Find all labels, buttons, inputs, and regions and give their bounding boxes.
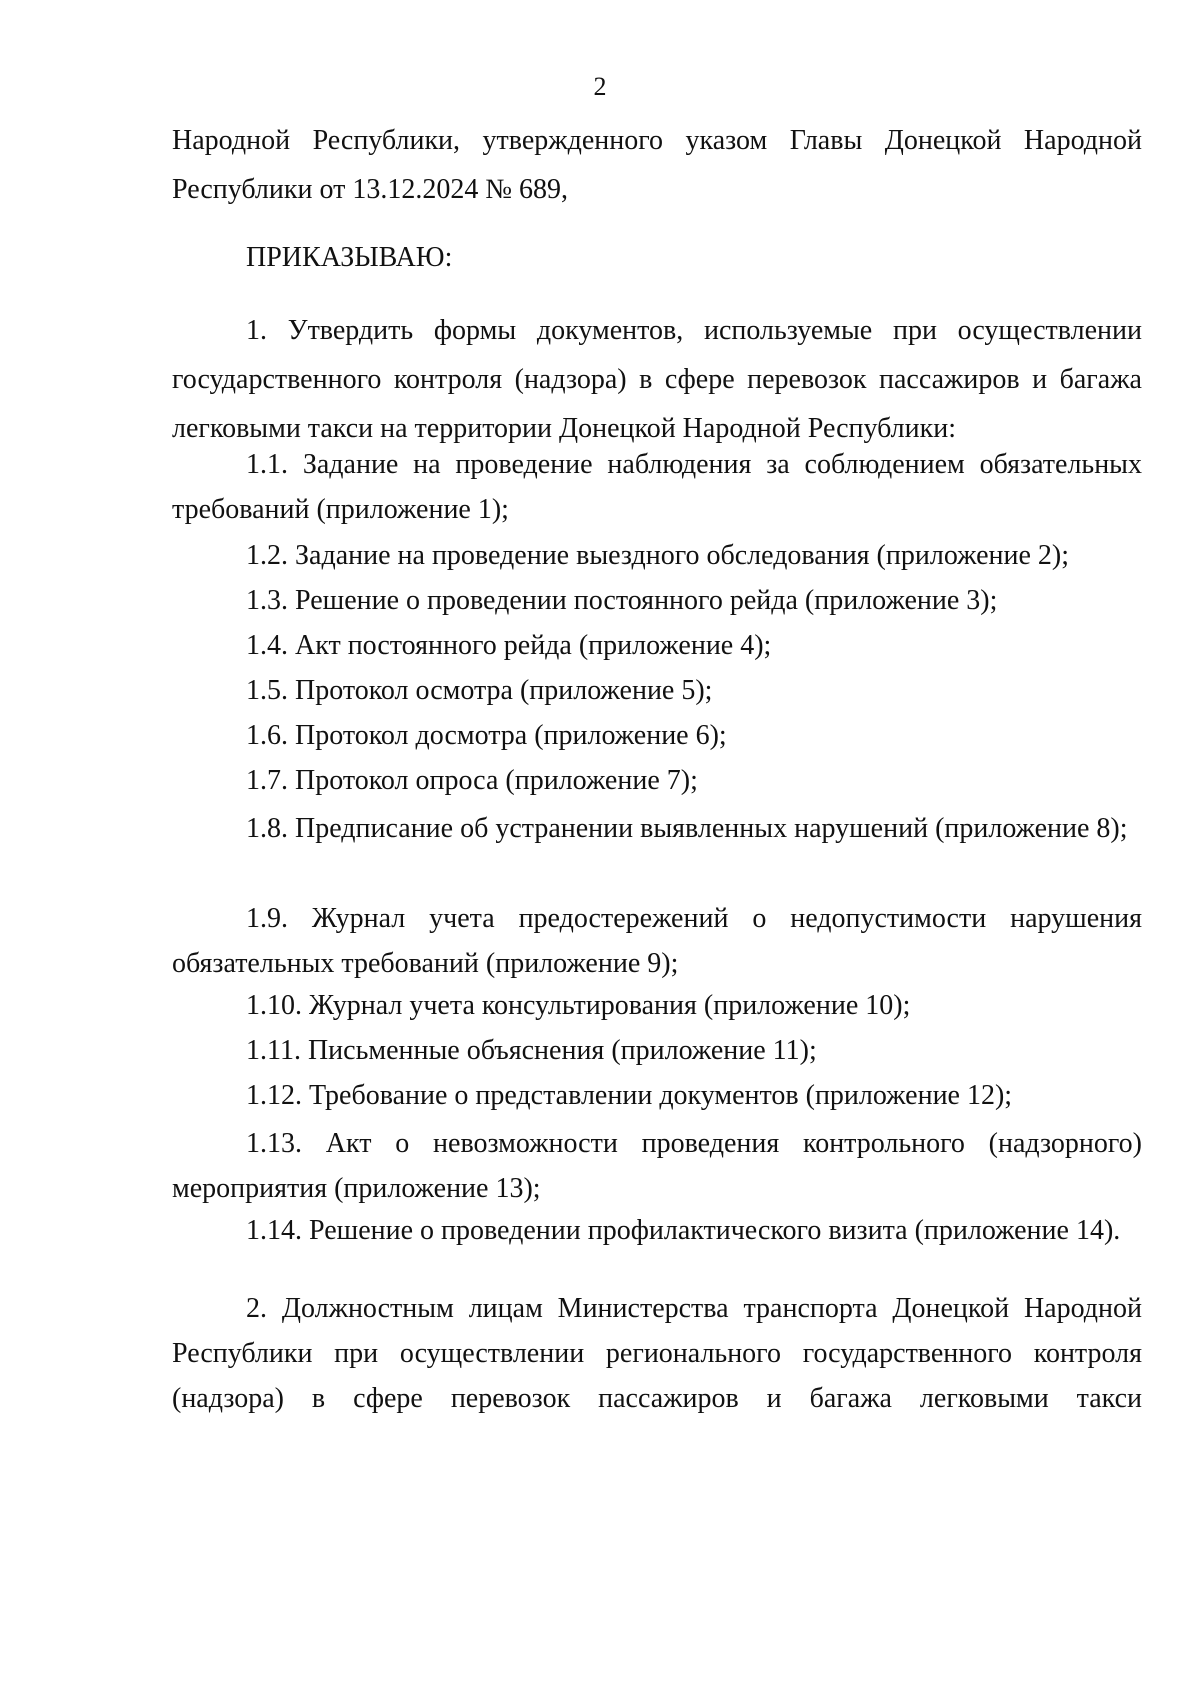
sub-item-1-12: 1.12. Требование о представлении документов (приложение 12); xyxy=(246,1080,1013,1111)
sub-item-1-14: 1.14. Решение о проведении профилактического визита (приложение 14). xyxy=(246,1215,1121,1246)
sub-item-1-9: 1.9. Журнал учета предостережений о недопустимости нарушения обязательных требований (приложение 9); xyxy=(172,903,1142,979)
item-1-paragraph: 1. Утвердить формы документов, используемые при осуществлении государственного контроля (надзора) в сфере перевозок пассажиров и багажа легковыми такси на территории Донецкой Народной Республики: xyxy=(172,315,1142,444)
sub-item-1-3: 1.3. Решение о проведении постоянного рейда (приложение 3); xyxy=(246,585,998,616)
sub-item-1-10: 1.10. Журнал учета консультирования (приложение 10); xyxy=(246,990,911,1021)
intro-paragraph: Народной Республики, утвержденного указом Главы Донецкой Народной Республики от 13.12.2024 № 689, xyxy=(172,125,1142,205)
sub-item-1-8: 1.8. Предписание об устранении выявленных нарушений (приложение 8); xyxy=(246,813,1128,844)
sub-item-1-6: 1.6. Протокол досмотра (приложение 6); xyxy=(246,720,727,751)
page-number: 2 xyxy=(593,72,607,101)
order-heading: ПРИКАЗЫВАЮ: xyxy=(246,242,453,273)
sub-item-1-7: 1.7. Протокол опроса (приложение 7); xyxy=(246,765,698,796)
sub-item-1-5: 1.5. Протокол осмотра (приложение 5); xyxy=(246,675,713,706)
sub-item-1-4: 1.4. Акт постоянного рейда (приложение 4); xyxy=(246,630,772,661)
sub-item-1-11: 1.11. Письменные объяснения (приложение 11); xyxy=(246,1035,817,1066)
item-2-paragraph: 2. Должностным лицам Министерства транспорта Донецкой Народной Республики при осуществлении регионального государственного контроля (надзора) в сфере перевозок пассажиров и багажа легковыми такси xyxy=(172,1293,1142,1414)
sub-item-1-2: 1.2. Задание на проведение выездного обследования (приложение 2); xyxy=(246,540,1070,571)
sub-item-1-13: 1.13. Акт о невозможности проведения контрольного (надзорного) мероприятия (приложение 13); xyxy=(172,1128,1142,1204)
sub-item-1-1: 1.1. Задание на проведение наблюдения за соблюдением обязательных требований (приложение 1); xyxy=(172,449,1142,525)
